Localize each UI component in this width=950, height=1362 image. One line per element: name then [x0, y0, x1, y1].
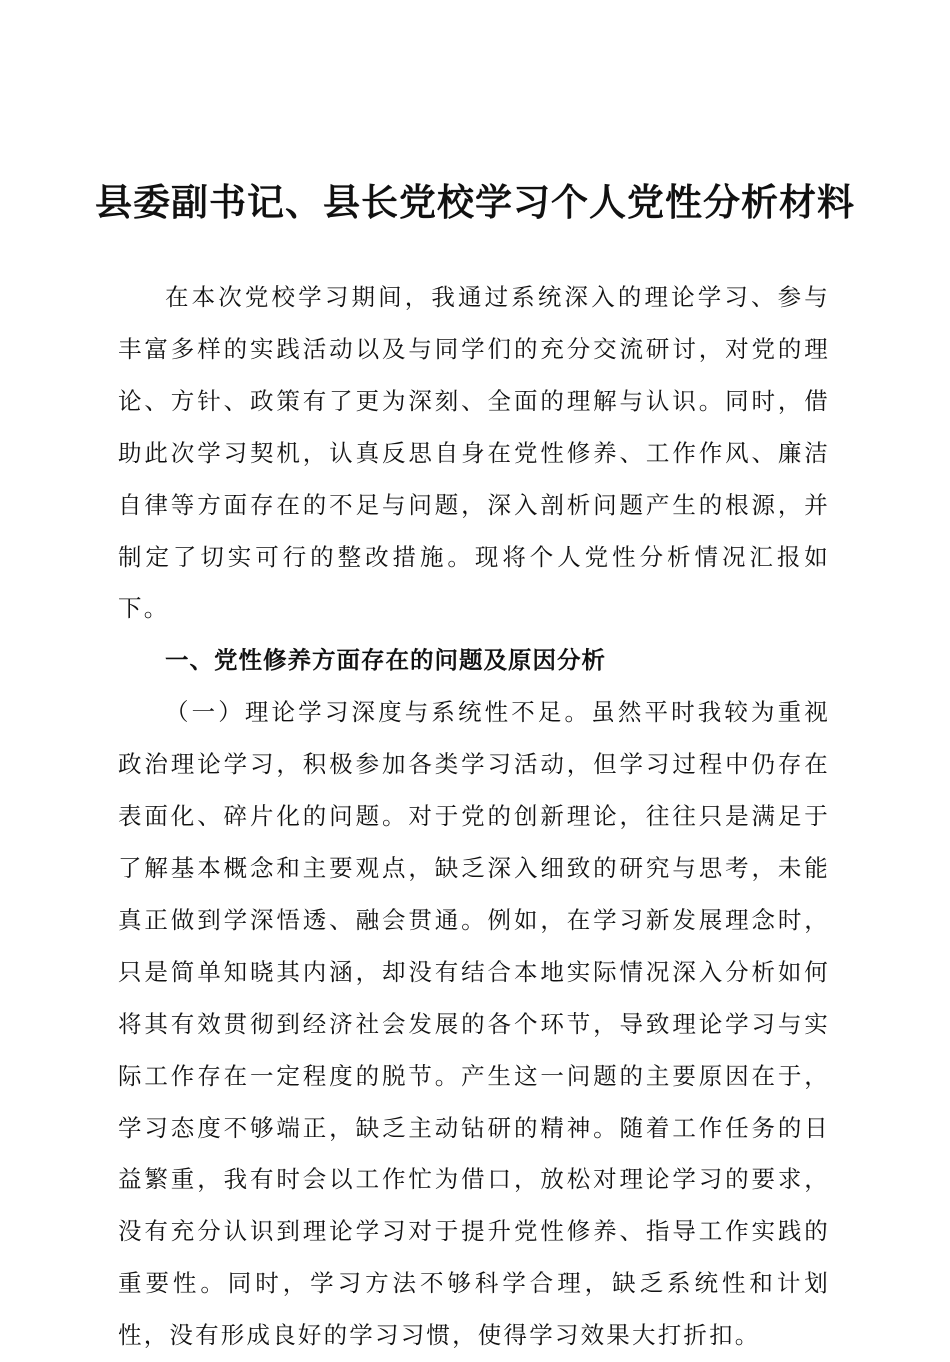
subsection-paragraph — [118, 687, 830, 1362]
section-heading: 一、党性修养方面存在的问题及原因分析 — [165, 646, 606, 675]
subsection-text: 虽然平时我较为重视政治理论学习，积极参加各类学习活动，但学习过程中仍存在表面化、碎片化的问题。对于党的创新理论，往往只是满足于了解基本概念和主要观点，缺乏深入细致的研究与思考，未能真正做到学深悟透、融会贯通。例如，在学习新发展理念时，只是简单知晓其内涵，却没有结合本地实际情况深入分析如何将其有效贯彻到经济社会发展的各个环节，导致理论学习与实际工作存在一定程度的脱节。产生这一问题的主要原因在于，学习态度不够端正，缺乏主动钻研的精神。随着工作任务的日益繁重，我有时会以工作忙为借口，放松对理论学习的要求，没有充分认识到理论学习对于提升党性修养、指导工作实践的重要性。同时，学习方法不够科学合理，缺乏系统性和计划性，没有形成良好的学习习惯，使得学习效果大打折扣。 — [118, 698, 830, 1350]
intro-paragraph: 在本次党校学习期间，我通过系统深入的理论学习、参与丰富多样的实践活动以及与同学们的充分交流研讨，对党的理论、方针、政策有了更为深刻、全面的理解与认识。同时，借助此次学习契机，认真反思自身在党性修养、工作作风、廉洁自律等方面存在的不足与问题，深入剖析问题产生的根源，并制定了切实可行的整改措施。现将个人党性分析情况汇报如下。 — [118, 283, 830, 623]
subsection-lead: （一）理论学习深度与系统性不足。 — [165, 698, 592, 727]
document-title: 县委副书记、县长党校学习个人党性分析材料 — [95, 180, 855, 224]
document-body — [118, 272, 830, 1362]
